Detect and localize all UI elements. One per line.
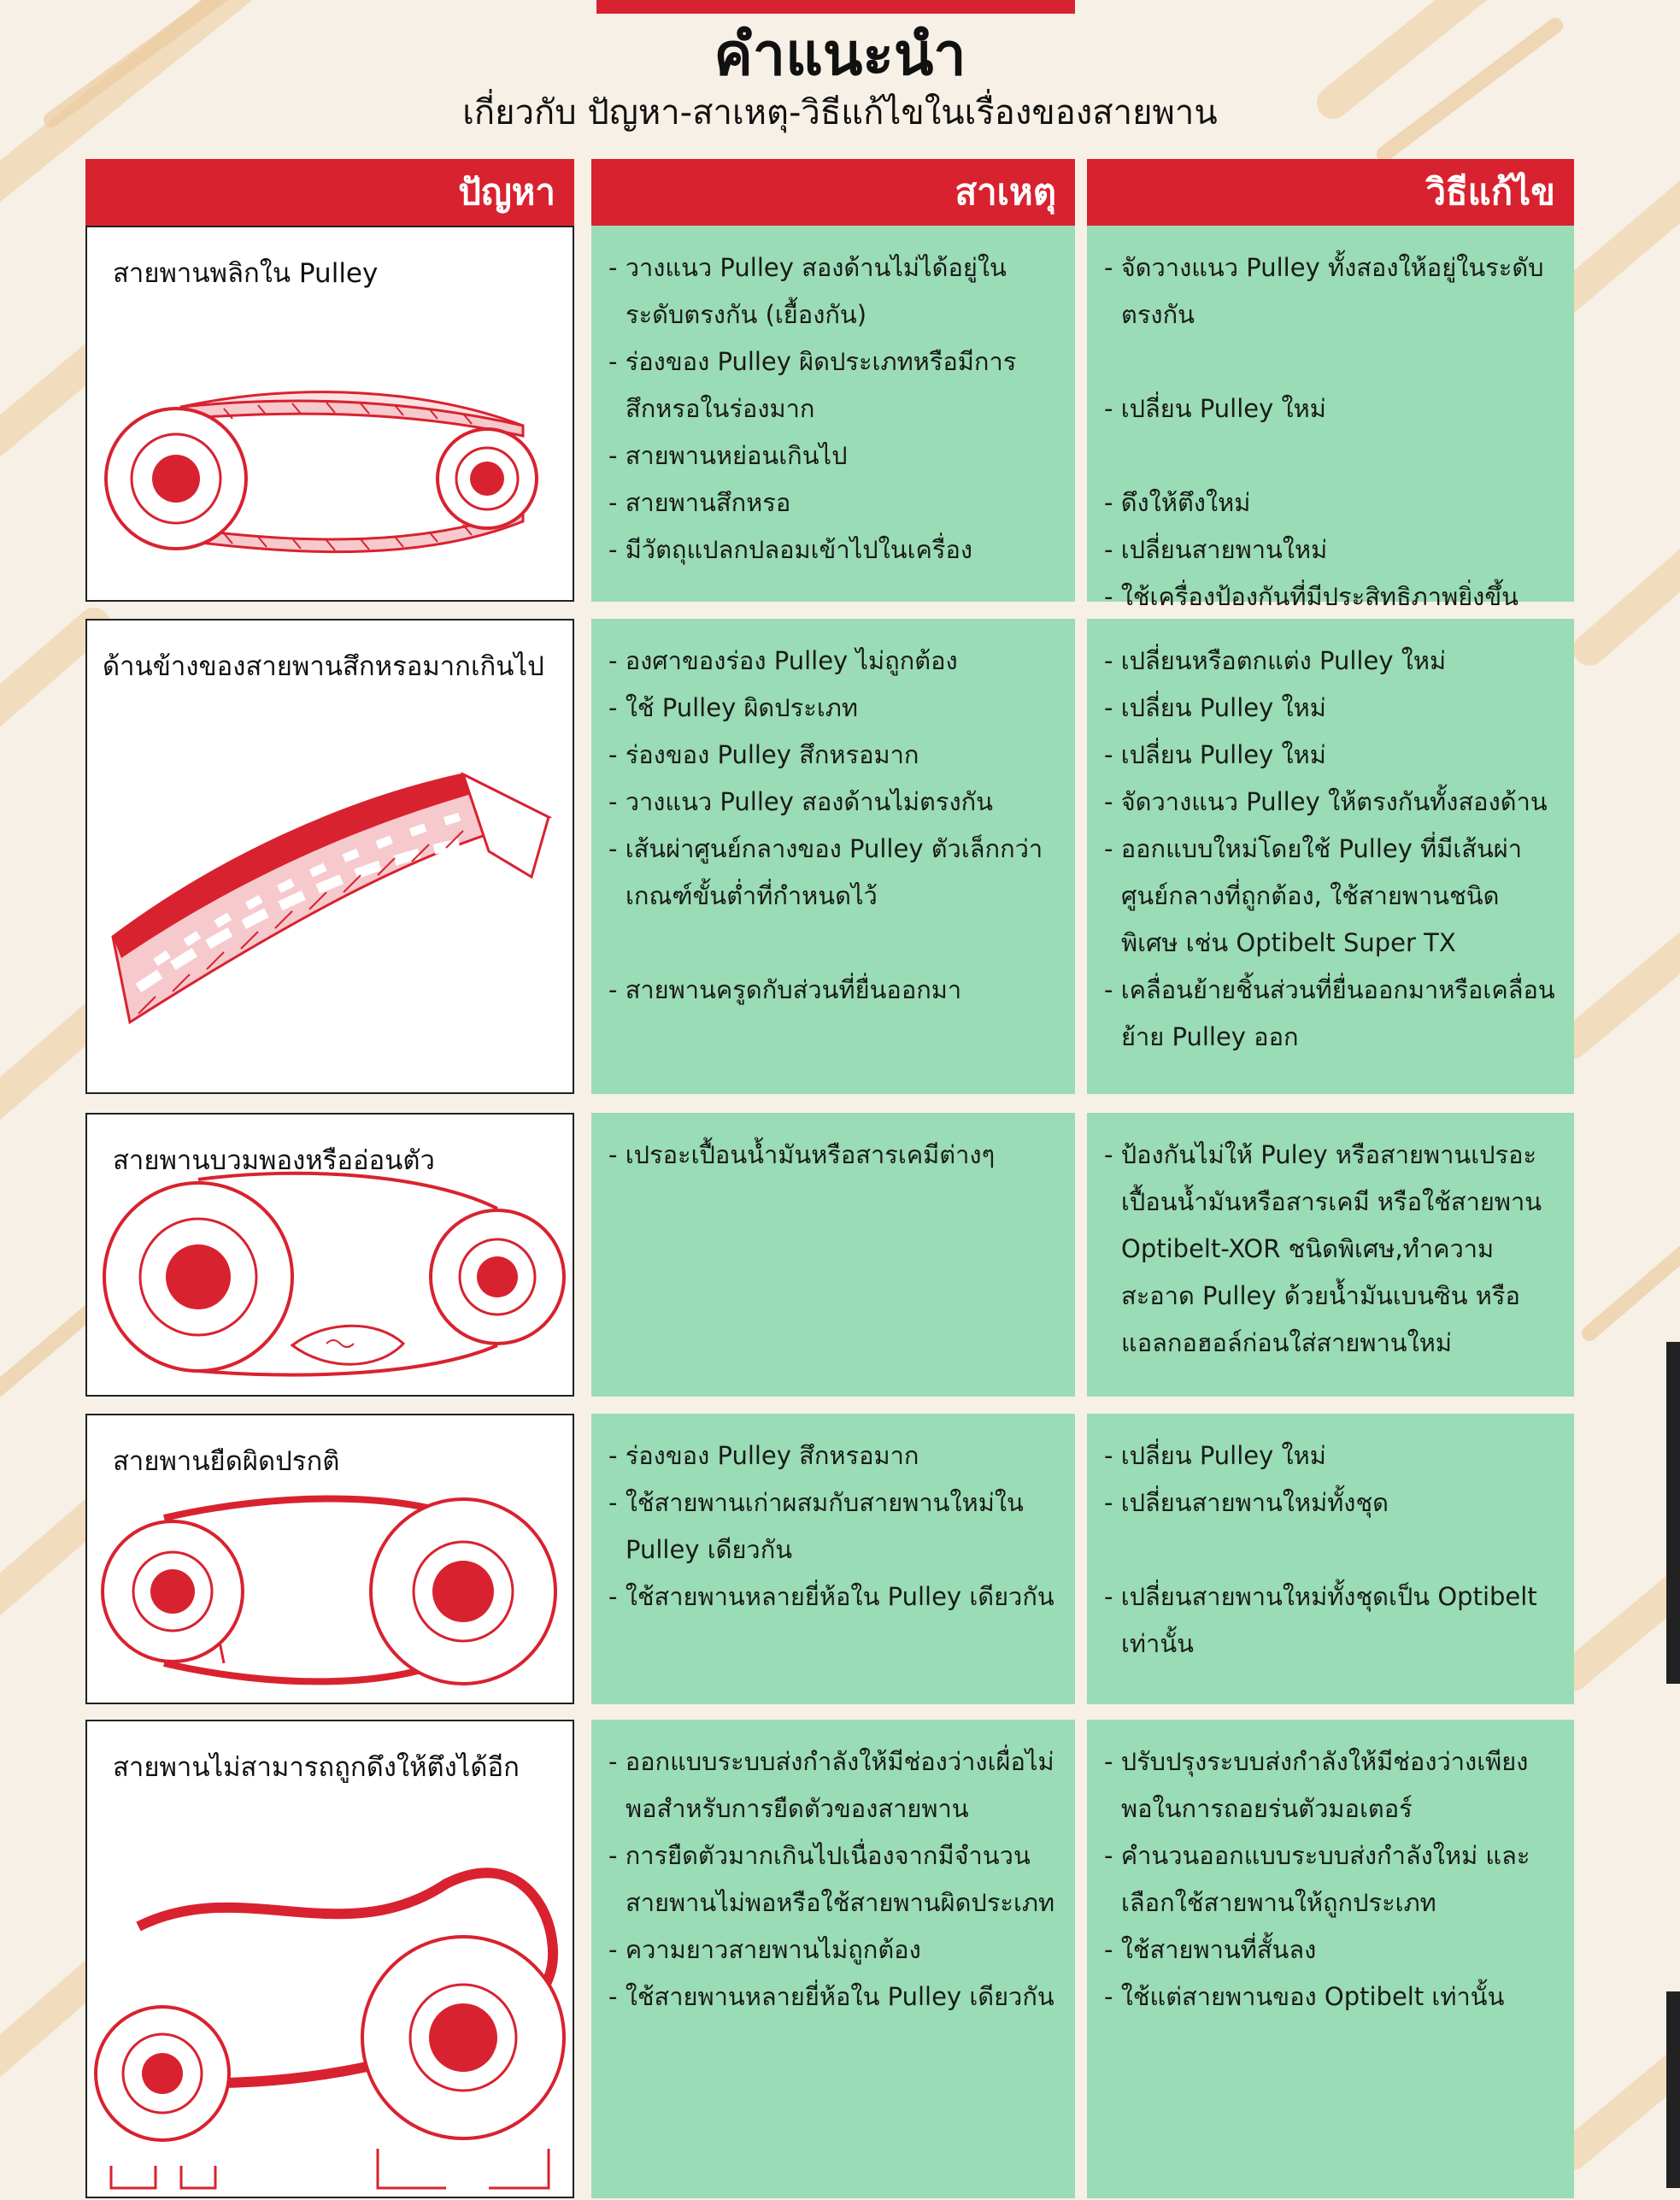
- problem-title: สายพานบวมพองหรืออ่อนตัว: [113, 1145, 435, 1176]
- cause-list-4: [608, 1432, 1056, 1621]
- solution-list-3: [1104, 1132, 1555, 1367]
- stretched-belt-icon: [87, 1415, 573, 1703]
- list-item: - เปลี่ยนหรือตกแต่ง Pulley ใหม่: [1104, 638, 1555, 685]
- list-item: - ใช้สายพานหลายยี่ห้อใน Pulley เดียวกัน: [608, 1974, 1056, 2021]
- page-subtitle: เกี่ยวกับ ปัญหา-สาเหตุ-วิธีแก้ไขในเรื่องของสายพาน: [462, 93, 1218, 132]
- list-item: - วางแนว Pulley สองด้านไม่ตรงกัน: [608, 779, 1056, 826]
- list-item: - เปลี่ยนสายพานใหม่ทั้งชุดเป็น Optibelt เท่านั้น: [1104, 1574, 1555, 1668]
- cause-list-1: [608, 244, 1056, 574]
- column-header-solution: วิธีแก้ไข: [1087, 159, 1574, 226]
- list-item: - เปลี่ยน Pulley ใหม่: [1104, 732, 1555, 779]
- list-item: - ร่องของ Pulley สึกหรอมาก: [608, 1432, 1056, 1479]
- list-item: - เปลี่ยน Pulley ใหม่: [1104, 1432, 1555, 1479]
- cause-cell-5: [591, 1720, 1075, 2198]
- list-item: - จัดวางแนว Pulley ให้ตรงกันทั้งสองด้าน: [1104, 779, 1555, 826]
- list-item: - ใช้สายพานเก่าผสมกับสายพานใหม่ใน Pulley เดียวกัน: [608, 1479, 1056, 1574]
- list-item: - จัดวางแนว Pulley ทั้งสองให้อยู่ในระดับตรงกัน: [1104, 244, 1555, 338]
- list-item: - ความยาวสายพานไม่ถูกต้อง: [608, 1926, 1056, 1974]
- list-item: - ออกแบบระบบส่งกำลังให้มีช่องว่างเผื่อไม่พอสำหรับการยืดตัวของสายพาน: [608, 1738, 1056, 1832]
- problem-cell-5: [85, 1720, 574, 2198]
- worn-belt-section-icon: [87, 621, 573, 1092]
- swollen-belt-icon: [87, 1115, 573, 1395]
- cause-cell-1: [591, 226, 1075, 602]
- problem-cell-3: [85, 1113, 574, 1397]
- problem-title: สายพานพลิกใน Pulley: [113, 258, 379, 289]
- cause-cell-3: [591, 1113, 1075, 1397]
- cause-list-5: [608, 1738, 1056, 2021]
- solution-cell-4: [1087, 1414, 1574, 1704]
- list-item: - สายพานสึกหรอ: [608, 479, 1056, 526]
- list-item: - เคลื่อนย้ายชิ้นส่วนที่ยื่นออกมาหรือเคลื่อนย้าย Pulley ออก: [1104, 967, 1555, 1061]
- list-item: - สายพานหย่อนเกินไป: [608, 432, 1056, 479]
- list-item: - ดึงให้ตึงใหม่: [1104, 479, 1555, 526]
- problem-cell-1: [85, 226, 574, 602]
- list-item: - ใช้ Pulley ผิดประเภท: [608, 685, 1056, 732]
- list-item: - ใช้สายพานหลายยี่ห้อใน Pulley เดียวกัน: [608, 1574, 1056, 1621]
- list-item: - เปลี่ยนสายพานใหม่ทั้งชุด: [1104, 1479, 1555, 1526]
- list-item: - เส้นผ่าศูนย์กลางของ Pulley ตัวเล็กกว่าเกณฑ์ขั้นต่ำที่กำหนดไว้: [608, 826, 1056, 920]
- page-title: คำแนะนำ: [714, 21, 966, 89]
- cause-cell-4: [591, 1414, 1075, 1704]
- list-item: - ร่องของ Pulley ผิดประเภทหรือมีการสึกหรอในร่องมาก: [608, 338, 1056, 432]
- cause-cell-2: [591, 619, 1075, 1094]
- cause-list-3: [608, 1132, 1056, 1179]
- list-item: - เปลี่ยนสายพานใหม่: [1104, 526, 1555, 574]
- solution-list-5: [1104, 1738, 1555, 2021]
- list-item: - องศาของร่อง Pulley ไม่ถูกต้อง: [608, 638, 1056, 685]
- column-header-cause: สาเหตุ: [591, 159, 1075, 226]
- list-item: - ป้องกันไม่ให้ Puley หรือสายพานเปรอะเปื้อนน้ำมันหรือสารเคมี หรือใช้สายพาน Optibelt-XOR ชนิดพิเศษ,ทำความสะอาด Pulley ด้วยน้ำมันเบนซิน หรือแอลกอฮอล์ก่อนใส่สายพานใหม่: [1104, 1132, 1555, 1367]
- top-red-bar: [596, 0, 1075, 14]
- list-item: - เปรอะเปื้อนน้ำมันหรือสารเคมีต่างๆ: [608, 1132, 1056, 1179]
- solution-cell-2: [1087, 619, 1574, 1094]
- solution-cell-5: [1087, 1720, 1574, 2198]
- list-item: - ใช้เครื่องป้องกันที่มีประสิทธิภาพยิ่งขึ้น: [1104, 574, 1555, 621]
- solution-list-1: [1104, 244, 1555, 621]
- list-item: - ร่องของ Pulley สึกหรอมาก: [608, 732, 1056, 779]
- solution-list-4: [1104, 1432, 1555, 1668]
- list-item: - ใช้แต่สายพานของ Optibelt เท่านั้น: [1104, 1974, 1555, 2021]
- list-item: - ปรับปรุงระบบส่งกำลังให้มีช่องว่างเพียงพอในการถอยร่นตัวมอเตอร์: [1104, 1738, 1555, 1832]
- list-item: - ออกแบบใหม่โดยใช้ Pulley ที่มีเส้นผ่าศูนย์กลางที่ถูกต้อง, ใช้สายพานชนิดพิเศษ เช่น Optibelt Super TX: [1104, 826, 1555, 967]
- list-item: - คำนวนออกแบบระบบส่งกำลังใหม่ และเลือกใช้สายพานให้ถูกประเภท: [1104, 1832, 1555, 1926]
- list-item: - เปลี่ยน Pulley ใหม่: [1104, 685, 1555, 732]
- twisted-belt-on-pulleys-icon: [87, 227, 573, 600]
- solution-cell-3: [1087, 1113, 1574, 1397]
- problem-cell-2: [85, 619, 574, 1094]
- cause-list-2: [608, 638, 1056, 1014]
- list-item: - ใช้สายพานที่สั้นลง: [1104, 1926, 1555, 1974]
- solution-cell-1: [1087, 226, 1574, 611]
- problem-title: สายพานยืดผิดปรกติ: [113, 1446, 340, 1477]
- column-header-problem: ปัญหา: [85, 159, 574, 226]
- list-item: - เปลี่ยน Pulley ใหม่: [1104, 385, 1555, 432]
- problem-title: สายพานไม่สามารถถูกดึงให้ตึงได้อีก: [113, 1752, 520, 1783]
- slack-belt-motor-icon: [87, 1721, 573, 2200]
- list-item: - วางแนว Pulley สองด้านไม่ได้อยู่ในระดับตรงกัน (เยื้องกัน): [608, 244, 1056, 338]
- problem-cell-4: [85, 1414, 574, 1704]
- list-item: - มีวัตถุแปลกปลอมเข้าไปในเครื่อง: [608, 526, 1056, 574]
- list-item: - สายพานครูดกับส่วนที่ยื่นออกมา: [608, 967, 1056, 1014]
- problem-title: ด้านข้างของสายพานสึกหรอมากเกินไป: [103, 651, 544, 682]
- list-item: - การยืดตัวมากเกินไปเนื่องจากมีจำนวนสายพานไม่พอหรือใช้สายพานผิดประเภท: [608, 1832, 1056, 1926]
- solution-list-2: [1104, 638, 1555, 1061]
